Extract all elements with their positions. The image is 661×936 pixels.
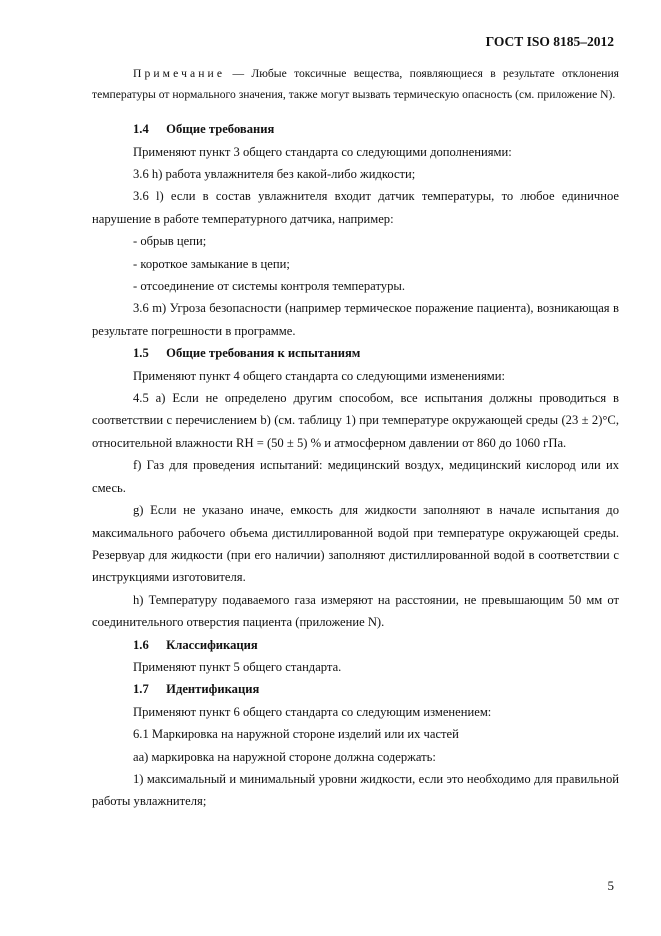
paragraph: Применяют пункт 5 общего стандарта. [133, 659, 342, 674]
note-paragraph [92, 64, 619, 105]
paragraph: 3.6 h) работа увлажнителя без какой-либо жидкости; [133, 167, 416, 181]
section-heading-1-4 [92, 118, 619, 140]
section-heading-1-6 [92, 634, 619, 656]
section-title: Классификация [166, 637, 258, 652]
section-heading-1-7 [92, 678, 619, 700]
section-number: 1.4 [133, 122, 149, 137]
paragraph: Применяют пункт 6 общего стандарта со следующим изменением: [133, 704, 492, 719]
section-title: Общие требования [166, 122, 275, 137]
paragraph: Применяют пункт 3 общего стандарта со следующими дополнениями: [133, 144, 512, 159]
paragraph: g) Если не указано иначе, емкость для жидкости заполняют в начале испытания до максимального рабочего объема дистиллированной водой при температуре окружающей среды. Резервуар для жидкости (при его наличии) заполняют дистиллированной водой в соответствии с инструкциями изготовителя. [92, 503, 619, 585]
section-number: 1.6 [133, 637, 149, 652]
paragraph: h) Температуру подаваемого газа измеряют на расстоянии, не превышающим 50 мм от соединительного отверстия пациента (приложение N). [92, 592, 619, 630]
page-body [92, 64, 619, 813]
list-item: - обрыв цепи; [133, 234, 207, 249]
page-number: 5 [607, 878, 614, 893]
document-header: ГОСТ ISO 8185–2012 [485, 34, 614, 49]
note-label: Примечание [133, 67, 226, 80]
section-title: Общие требования к испытаниям [166, 346, 361, 361]
paragraph: аа) маркировка на наружной стороне должна содержать: [133, 749, 436, 764]
note-text: — Любые токсичные вещества, появляющиеся в результате отклонения температуры от нормального значения, также могут вызвать термическую опасность (см. приложение N). [92, 67, 619, 101]
section-title: Идентификация [166, 682, 260, 697]
paragraph: 4.5 a) Если не определено другим способом, все испытания должны проводиться в соответствии с перечислением b) (см. таблицу 1) при температуре окружающей среды (23 ± 2)°С, относительной влажности RH = (50 ± 5) % и атмосферном давлении от 860 до 1060 гПа. [92, 391, 619, 450]
paragraph: 3.6 l) если в состав увлажнителя входит датчик температуры, то любое единичное нарушение в работе температурного датчика, например: [92, 189, 619, 226]
section-number: 1.5 [133, 346, 149, 361]
list-item: - отсоединение от системы контроля температуры. [133, 279, 405, 294]
list-item: - короткое замыкание в цепи; [133, 256, 290, 271]
paragraph: f) Газ для проведения испытаний: медицинский воздух, медицинский кислород или их смесь. [92, 458, 619, 495]
paragraph: Применяют пункт 4 общего стандарта со следующими изменениями: [133, 368, 505, 383]
paragraph: 3.6 m) Угроза безопасности (например термическое поражение пациента), возникающая в результате погрешности в программе. [92, 301, 619, 338]
paragraph: 6.1 Маркировка на наружной стороне изделий или их частей [133, 727, 459, 742]
section-number: 1.7 [133, 682, 149, 697]
paragraph: 1) максимальный и минимальный уровни жидкости, если это необходимо для правильной работы увлажнителя; [92, 771, 619, 809]
section-heading-1-5 [92, 342, 619, 364]
